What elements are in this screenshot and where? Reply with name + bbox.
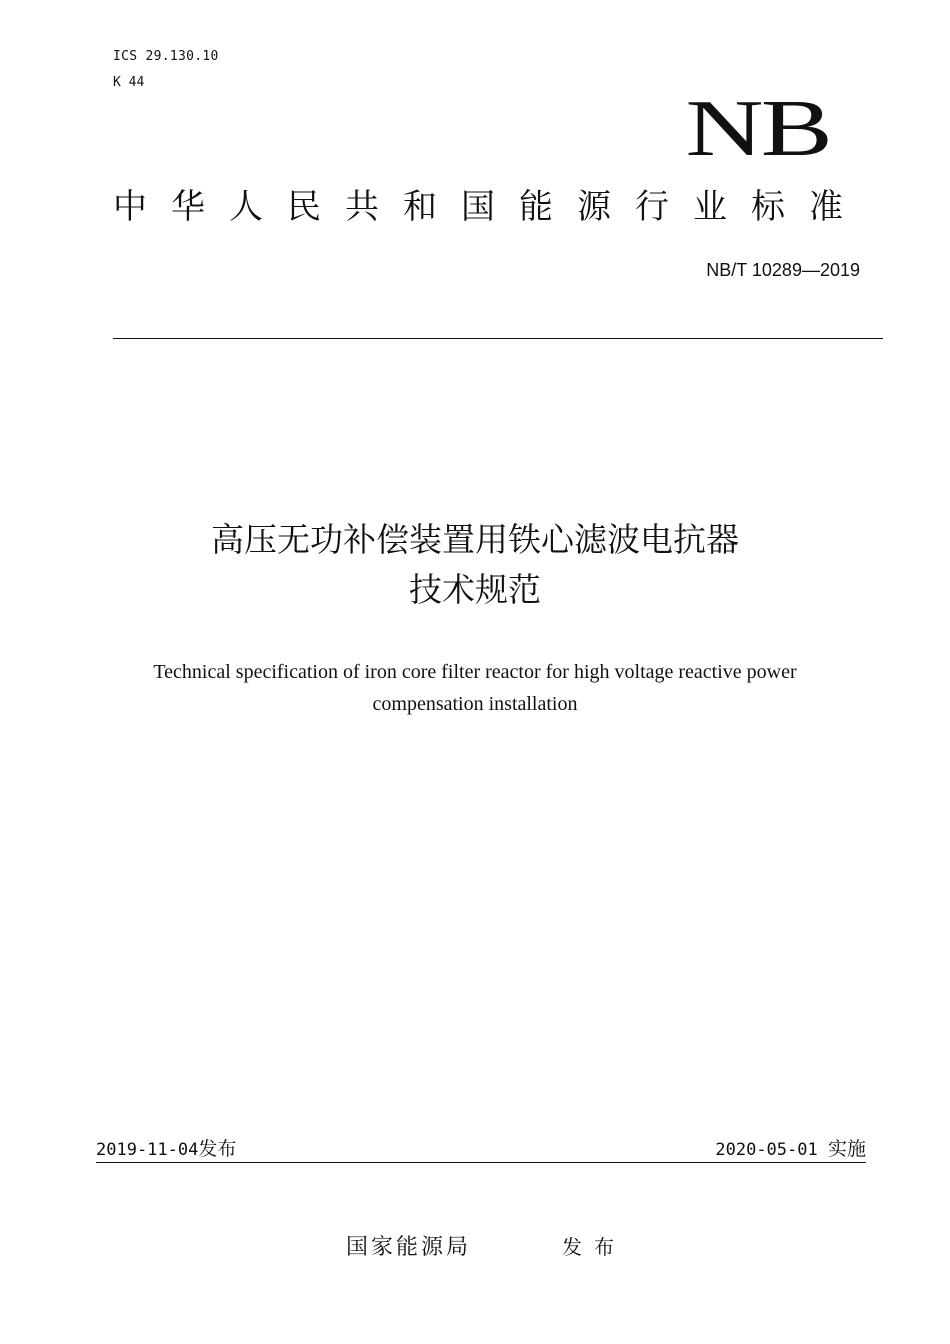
- chinese-title-line-1: 高压无功补偿装置用铁心滤波电抗器: [211, 520, 739, 559]
- header-divider: [113, 338, 883, 339]
- implementation-date-value: 2020-05-01: [715, 1140, 818, 1160]
- issue-date-value: 2019-11-04: [96, 1140, 199, 1160]
- english-title: [100, 656, 850, 720]
- implementation-date: [715, 1137, 866, 1162]
- ccs-code: K 44: [113, 75, 145, 90]
- ics-code: ICS 29.130.10: [113, 49, 219, 64]
- footer-divider: [96, 1162, 866, 1163]
- issue-label: 发布: [198, 1138, 237, 1160]
- nb-logo: NB: [685, 85, 830, 173]
- chinese-title: [0, 515, 950, 615]
- standard-number: NB/T 10289—2019: [706, 260, 860, 280]
- english-title-line-1: Technical specification of iron core filter reactor for high voltage reactive power: [153, 661, 797, 683]
- english-title-line-2: compensation installation: [372, 693, 578, 715]
- publisher-name: 国家能源局: [346, 1235, 472, 1260]
- implementation-label: 实施: [827, 1138, 866, 1160]
- standard-category-title: 中华人民共和国能源行业标准: [113, 187, 867, 227]
- issue-date: [96, 1137, 236, 1162]
- chinese-title-line-2: 技术规范: [409, 570, 541, 609]
- publish-label: 发布: [562, 1235, 626, 1259]
